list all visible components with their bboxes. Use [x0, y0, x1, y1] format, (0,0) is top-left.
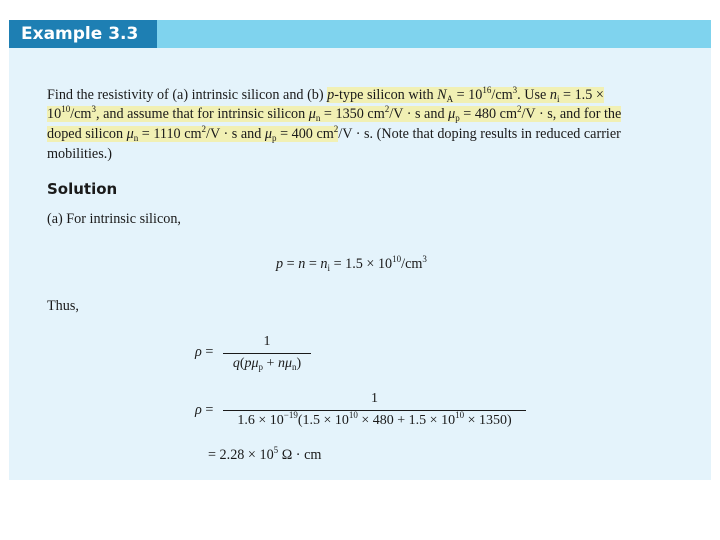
- equation-rho-general-lhs: ρ =: [195, 344, 214, 360]
- problem-line-3: doped silicon $\mu_n = 1110$ $cm^2/V \cdot s$ and $\mu_p = 400$ $cm^2/V \cdot s$. (Note that doping results in reduced carrier: [47, 124, 621, 143]
- example-title: Example 3.3: [9, 20, 157, 48]
- equation-rho-numeric-lhs: ρ =: [195, 402, 214, 418]
- problem-line-2: $10^{10}/cm^3$, and assume that for intrinsic silicon $\mu_n = 1350$ $cm^2/V \cdot s$ and $\mu_p = 480$ $cm^2/V \cdot s$, and for the: [47, 104, 622, 123]
- equation-rho-numeric-fraction: 1 $1.6 \times 10^{-19}(1.5 \times 10^{10} \times 480 + 1.5 \times 10^{10} \times 1350)$: [223, 391, 526, 429]
- solution-heading: Solution: [47, 180, 118, 198]
- thus-label: Thus,: [47, 298, 79, 314]
- equation-rho-general-fraction: 1 $q(p\mu_p + n\mu_n)$: [223, 334, 311, 372]
- problem-line-4: mobilities.): [47, 146, 113, 162]
- equation-result: = $2.28 \times 10^5$ Ω · cm: [208, 445, 322, 463]
- problem-line-1: Find the resistivity of (a) intrinsic silicon and (b) p-type silicon with $N_A = 10^{16}/cm^3$. Use $n_i = 1.5$ ×: [47, 85, 604, 104]
- solution-part-a: (a) For intrinsic silicon,: [47, 211, 181, 227]
- equation-carrier-density: $p = n = n_i = 1.5 \times 10^{10}/cm^3$: [276, 254, 427, 273]
